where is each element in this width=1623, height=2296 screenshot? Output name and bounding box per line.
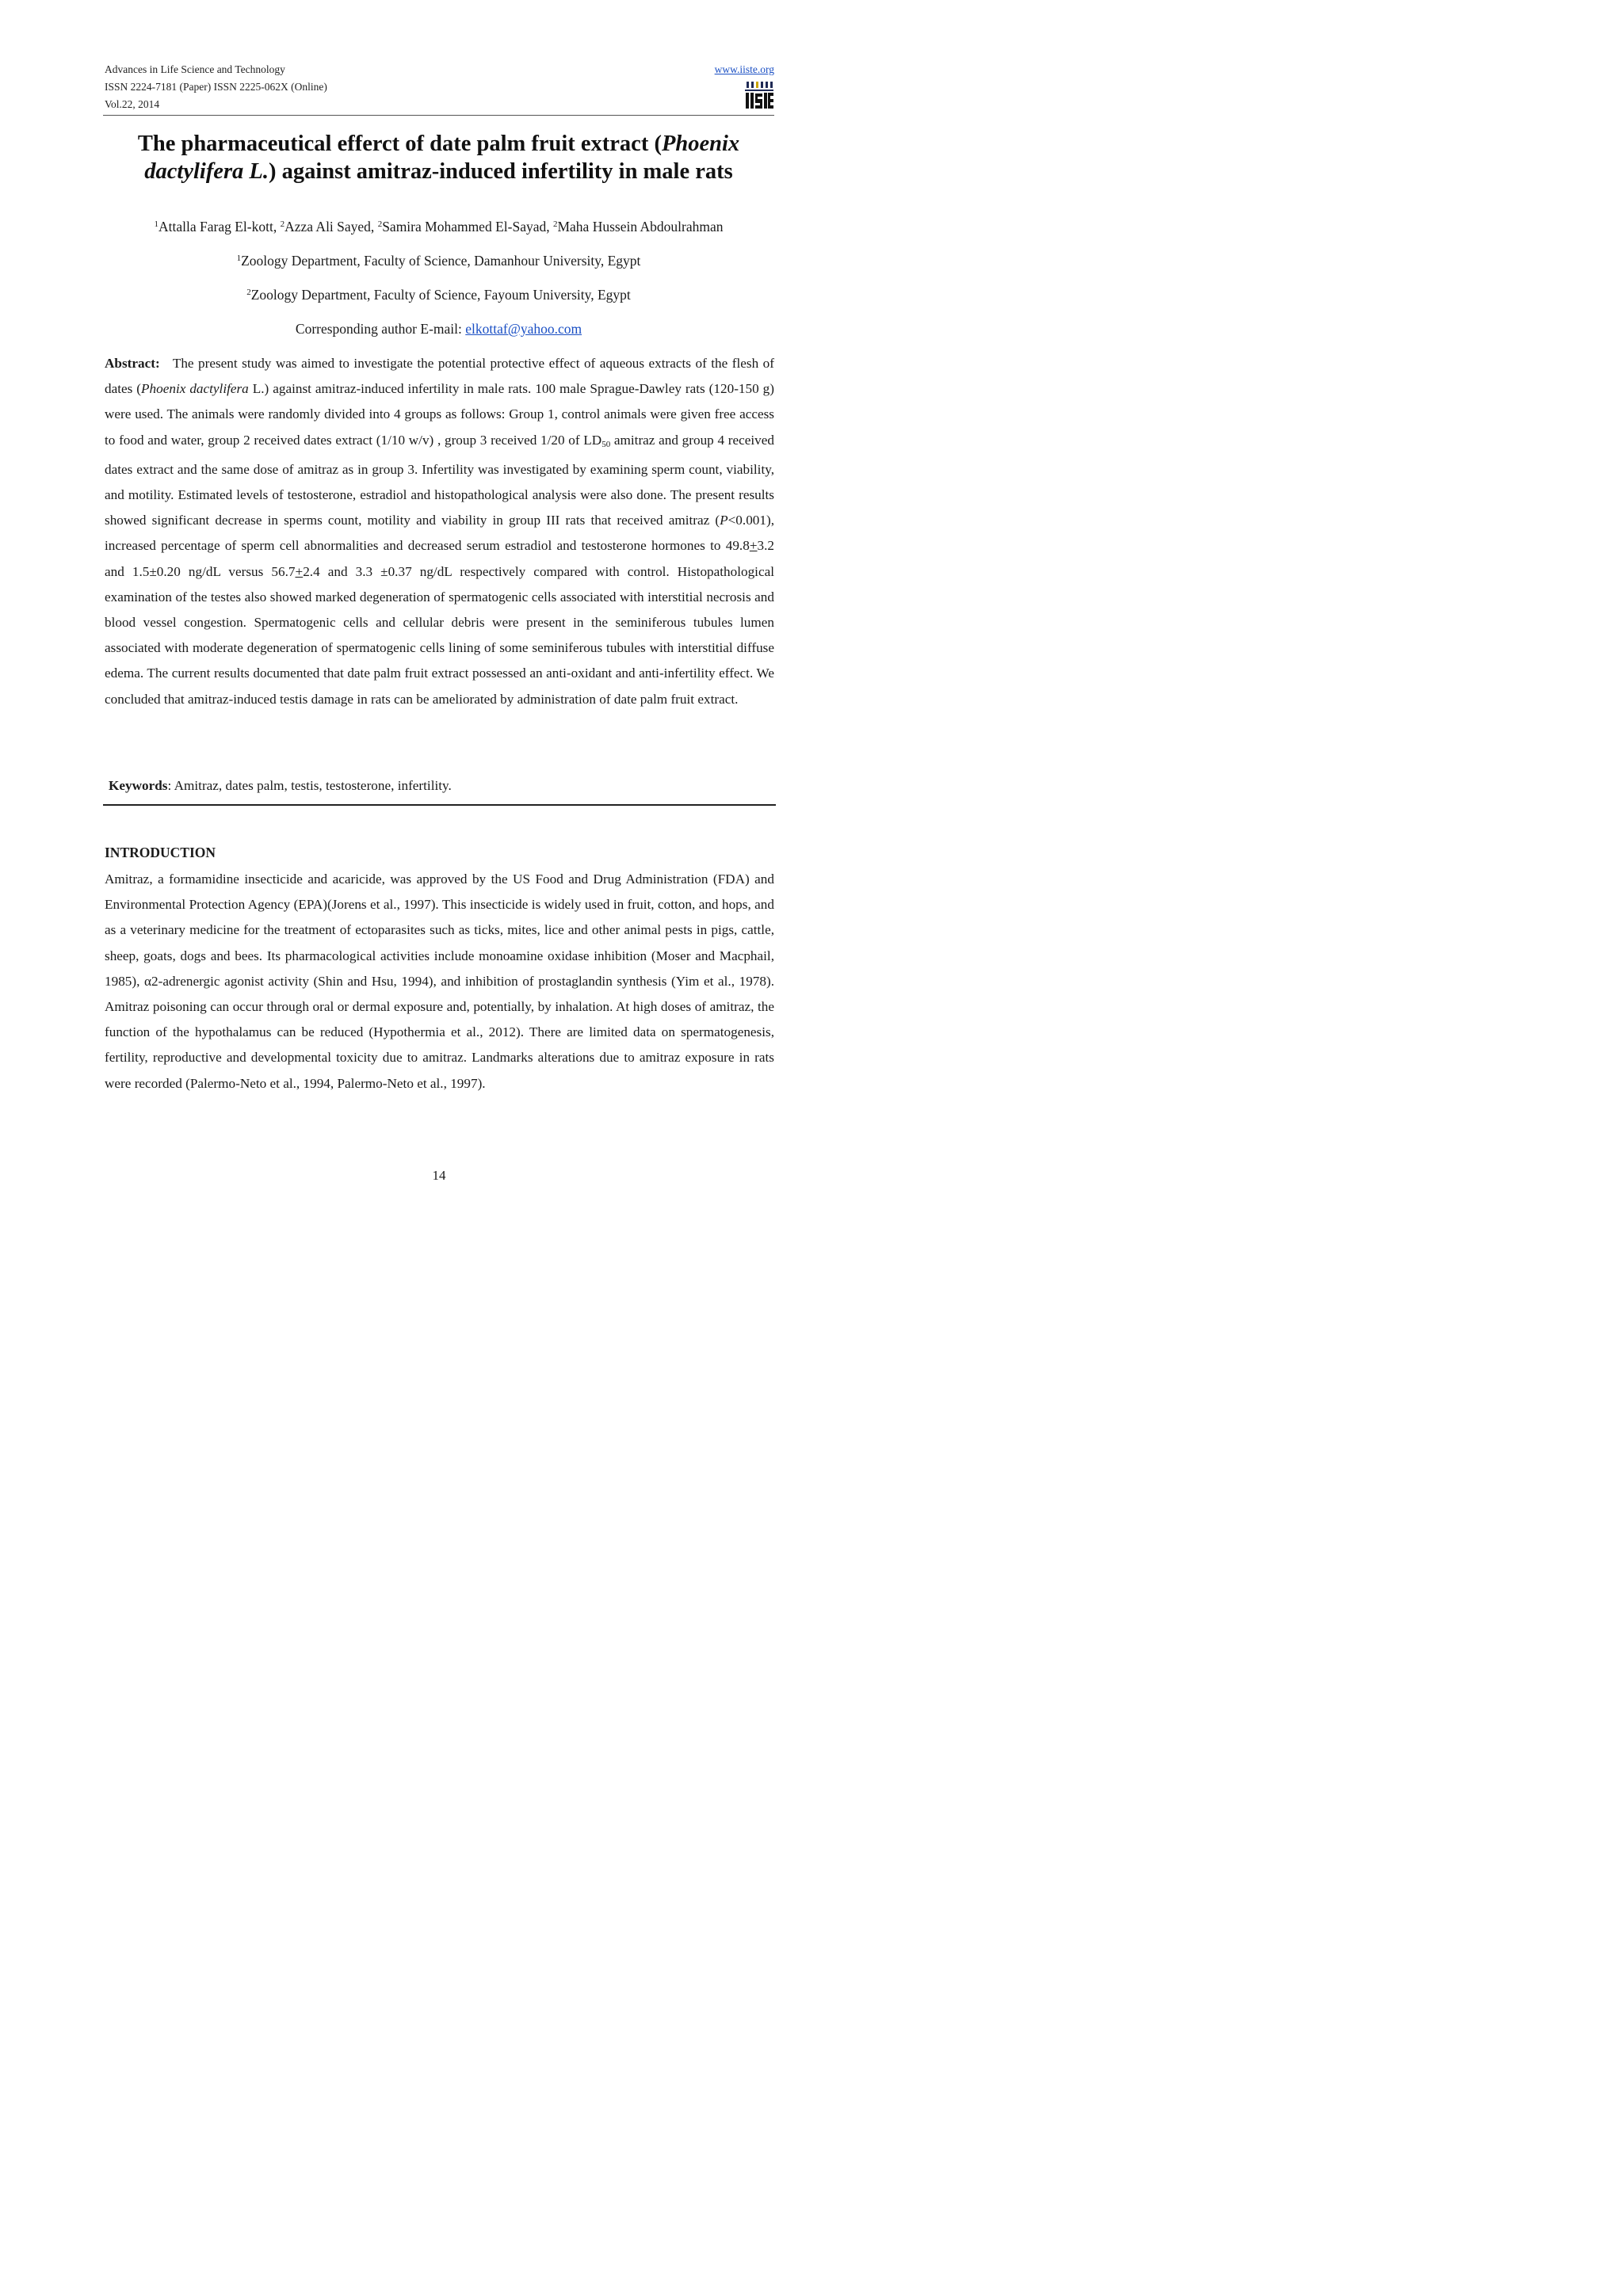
author-name: Attalla Farag El-kott, (158, 219, 281, 235)
corresponding-author: Corresponding author E-mail: elkottaf@yahoo.com (295, 321, 582, 337)
author-email-link[interactable]: elkottaf@yahoo.com (465, 321, 582, 337)
introduction-heading: INTRODUCTION (105, 845, 216, 860)
paper-page (0, 0, 878, 1242)
author-name: Samira Mohammed El-Sayad, (382, 219, 553, 235)
abstract-paragraph: Abstract: The present study was aimed to investigate the potential protective effect of aqueous extracts of the flesh of dates (Phoenix dactylifera L.) against amitraz-induced infertility in male rats. 100 male Sprague-Dawley rats (120-150 g) were used. The animals were randomly divided into 4 groups as follows: Group 1, control animals were given free access to food and water, group 2 received dates extract (1/10 w/v) , group 3 received 1/20 of $LD_{50}$ amitraz and group 4 received dates extract and the same dose of amitraz as in group 3. Infertility was investigated by examining sperm count, viability, and motility. Estimated levels of testosterone, estradiol and histopathological analysis were also done. The present results showed significant decrease in sperms count, motility and viability in group III rats that received amitraz (P<0.001), increased percentage of sperm cell abnormalities and decreased serum estradiol and testosterone hormones to 49.8+3.2 and 1.5±0.20 ng/dL versus 56.7+2.4 and 3.3 ±0.37 ng/dL respectively compared with control. Histopathological examination of the testes also showed marked degeneration of spermatogenic cells associated with interstitial necrosis and blood vessel congestion. Spermatogenic cells and cellular debris were present in the seminiferous tubules lumen associated with moderate degeneration of spermatogenic cells lining of some seminiferous tubules with interstitial diffuse edema. The current results documented that date palm fruit extract possessed an anti-oxidant and anti-infertility effect. We concluded that amitraz-induced testis damage in rats can be ameliorated by administration of date palm fruit extract. (105, 356, 774, 707)
keywords-line: Keywords: Amitraz, dates palm, testis, testosterone, infertility. (109, 778, 452, 793)
page-number: 14 (432, 1168, 446, 1183)
author-name: Maha Hussein Abdoulrahman (557, 219, 724, 235)
affiliation-1: $^1$Zoology Department, Faculty of Science, Damanhour University, Egypt (236, 253, 641, 269)
journal-volume: Vol.22, 2014 (105, 98, 160, 110)
abstract-divider (103, 804, 776, 806)
affiliation-2: $^2$Zoology Department, Faculty of Science, Fayoum University, Egypt (246, 287, 631, 303)
introduction-paragraph: Amitraz, a formamidine insecticide and acaricide, was approved by the US Food and Drug Administration (FDA) and Environmental Protection Agency (EPA)(Jorens et al., 1997). This insecticide is widely used in fruit, cotton, and hops, and as a veterinary medicine for the treatment of ectoparasites such as ticks, mites, lice and other animal pests in pigs, cattle, sheep, goats, dogs and bees. Its pharmacological activities include monoamine oxidase inhibition (Moser and Macphail, 1985), α2-adrenergic agonist activity (Shin and Hsu, 1994), and inhibition of prostaglandin synthesis (Yim et al., 1978). Amitraz poisoning can occur through oral or dermal exposure and, potentially, by inhalation. At high doses of amitraz, the function of the hypothalamus can be reduced (Hypothermia et al., 2012). There are limited data on spermatogenesis, fertility, reproductive and developmental toxicity due to amitraz. Landmarks alterations due to amitraz exposure in rats were recorded (Palermo-Neto et al., 1994, Palermo-Neto et al., 1997). (105, 871, 774, 1091)
journal-issn: ISSN 2224-7181 (Paper) ISSN 2225-062X (Online) (105, 81, 327, 93)
abstract-label: Abstract: (105, 356, 160, 371)
keywords-label: Keywords (109, 778, 168, 793)
journal-website-link[interactable]: www.iiste.org (714, 63, 774, 75)
author-name: Azza Ali Sayed, (285, 219, 378, 235)
iiste-logo (745, 80, 773, 110)
journal-name: Advances in Life Science and Technology (105, 63, 285, 75)
author-list: $^1$Attalla Farag El-kott, $^2$Azza Ali Sayed, $^2$Samira Mohammed El-Sayad, $^2$Maha Hussein Abdoulrahman (154, 219, 724, 235)
header-divider (103, 115, 774, 116)
paper-title: The pharmaceutical efferct of date palm fruit extract (Phoenix dactylifera L.) against amitraz-induced infertility in male rats (137, 132, 740, 184)
